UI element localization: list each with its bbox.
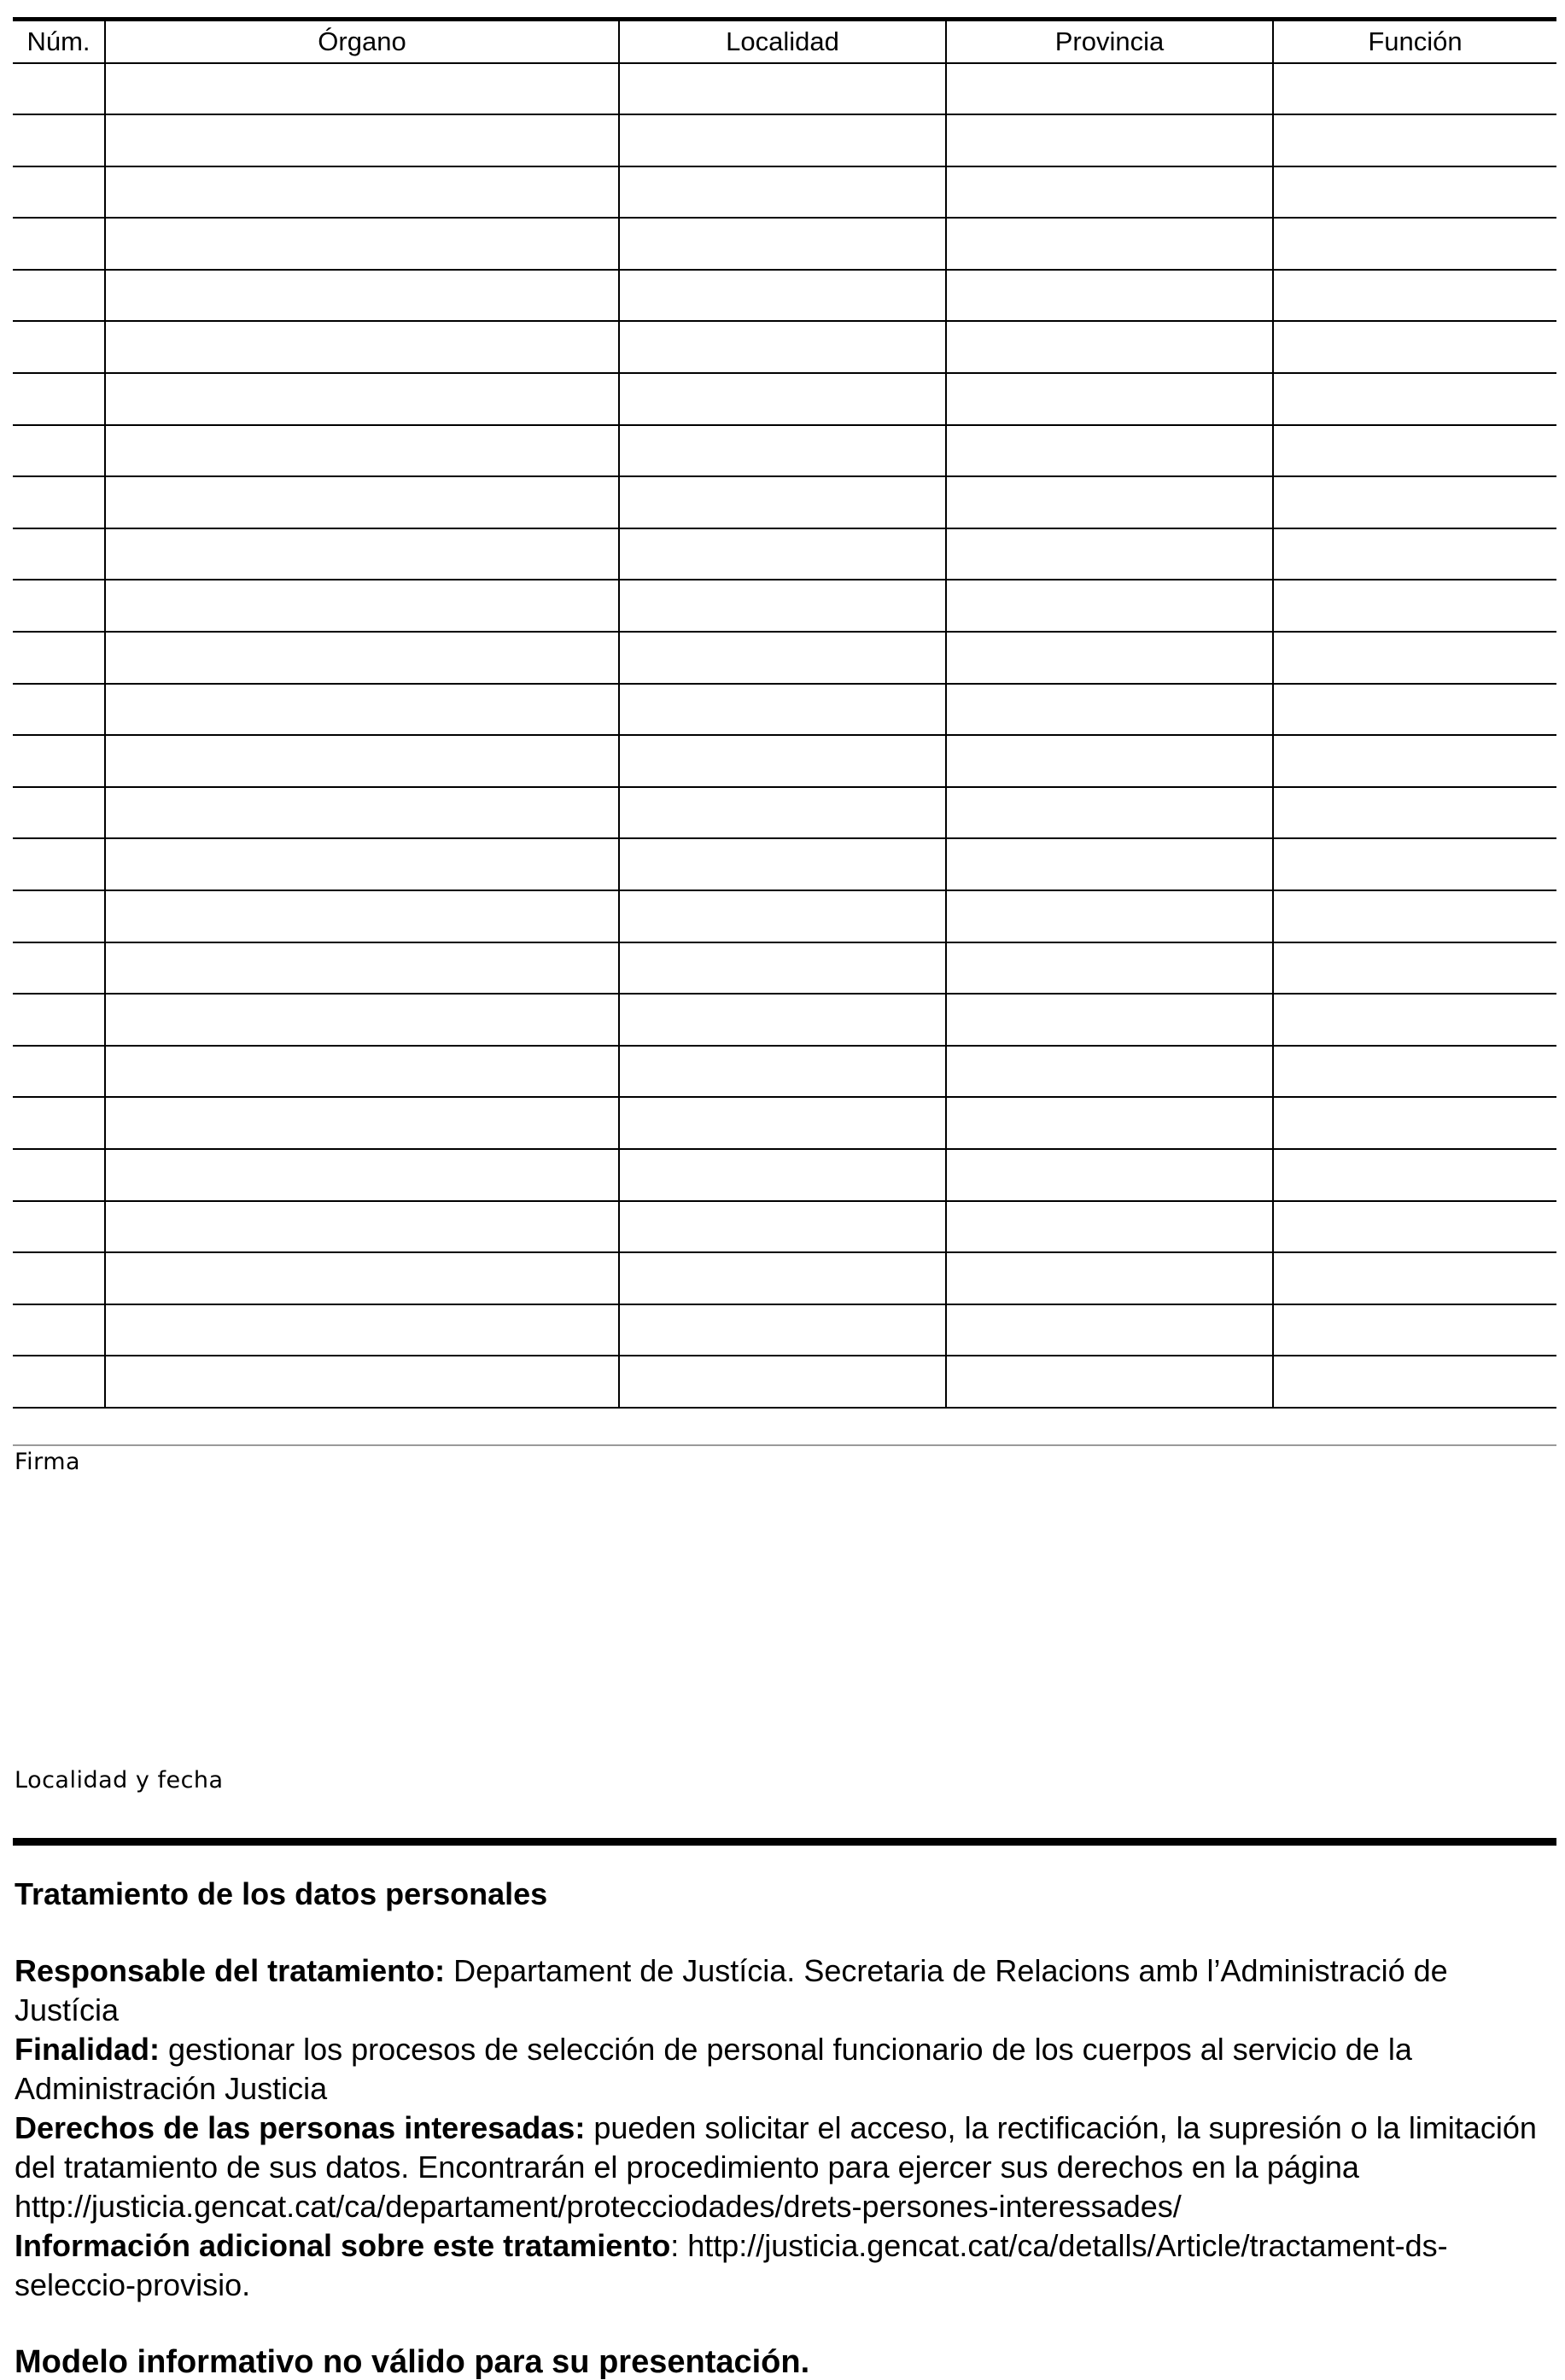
table-cell	[13, 1356, 105, 1408]
column-header-localidad: Localidad	[619, 20, 946, 63]
table-cell	[946, 528, 1273, 580]
table-cell	[1273, 632, 1556, 684]
table-cell	[1273, 890, 1556, 942]
table-cell	[1273, 373, 1556, 425]
signature-label: Firma	[15, 1449, 81, 1475]
table-row	[13, 476, 1556, 528]
table-cell	[13, 942, 105, 995]
table-cell	[1273, 1097, 1556, 1149]
table-cell	[1273, 218, 1556, 270]
table-cell	[13, 787, 105, 839]
table-row	[13, 787, 1556, 839]
responsable-label: Responsable del tratamiento:	[15, 1953, 446, 1988]
table-cell	[13, 838, 105, 890]
table-cell	[105, 1252, 619, 1304]
table-cell	[946, 890, 1273, 942]
table-cell	[619, 1304, 946, 1356]
table-row	[13, 270, 1556, 322]
table-cell	[619, 1356, 946, 1408]
table-cell	[1273, 321, 1556, 373]
table-cell	[619, 425, 946, 477]
table-cell	[13, 1201, 105, 1253]
table-cell	[105, 632, 619, 684]
table-cell	[105, 166, 619, 219]
table-cell	[946, 425, 1273, 477]
table-row	[13, 1201, 1556, 1253]
table-cell	[946, 632, 1273, 684]
column-header-num: Núm.	[13, 20, 105, 63]
table-cell	[1273, 580, 1556, 632]
table-row	[13, 580, 1556, 632]
table-cell	[1273, 1304, 1556, 1356]
table-cell	[619, 218, 946, 270]
table-cell	[105, 787, 619, 839]
table-cell	[946, 942, 1273, 995]
derechos-label: Derechos de las personas interesadas:	[15, 2110, 586, 2145]
table-cell	[13, 114, 105, 166]
table-row	[13, 1304, 1556, 1356]
table-cell	[13, 373, 105, 425]
derechos-text: pueden solicitar el acceso, la rectificación, la supresión o la limitación del tratamiento de sus datos. Encontrarán el procedimiento para ejercer sus derechos en la página http://justicia.gencat.cat/ca/departament/protecciodades/drets-persones-interessades/	[15, 2110, 1537, 2224]
table-cell	[946, 373, 1273, 425]
disclaimer-text: Modelo informativo no válido para su presentación.	[15, 2344, 810, 2380]
table-cell	[1273, 1046, 1556, 1098]
table-cell	[13, 632, 105, 684]
table-cell	[105, 218, 619, 270]
table-row	[13, 63, 1556, 115]
table-cell	[105, 1097, 619, 1149]
table-cell	[946, 735, 1273, 787]
table-cell	[619, 994, 946, 1046]
finalidad-label: Finalidad:	[15, 2032, 160, 2067]
table-cell	[619, 1097, 946, 1149]
table-cell	[13, 1252, 105, 1304]
table-cell	[1273, 270, 1556, 322]
table-cell	[105, 735, 619, 787]
table-row	[13, 942, 1556, 995]
table-row	[13, 1046, 1556, 1098]
table-cell	[1273, 166, 1556, 219]
table-cell	[946, 1252, 1273, 1304]
privacy-info	[15, 2226, 1551, 2305]
table-cell	[619, 1046, 946, 1098]
table-cell	[619, 890, 946, 942]
table-row	[13, 684, 1556, 736]
table-cell	[946, 476, 1273, 528]
table-cell	[946, 1149, 1273, 1201]
table-row	[13, 994, 1556, 1046]
table-cell	[619, 632, 946, 684]
table-cell	[105, 580, 619, 632]
table-row	[13, 838, 1556, 890]
table-row	[13, 114, 1556, 166]
table-cell	[1273, 1201, 1556, 1253]
table-cell	[13, 63, 105, 115]
table-cell	[619, 476, 946, 528]
table-cell	[105, 476, 619, 528]
privacy-derechos	[15, 2109, 1551, 2226]
section-divider	[13, 1838, 1556, 1846]
table-cell	[619, 684, 946, 736]
table-row	[13, 166, 1556, 219]
table-cell	[1273, 425, 1556, 477]
table-cell	[946, 63, 1273, 115]
table-cell	[105, 373, 619, 425]
table-cell	[105, 1201, 619, 1253]
table-cell	[13, 166, 105, 219]
table-body	[13, 63, 1556, 1408]
finalidad-text: gestionar los procesos de selección de personal funcionario de los cuerpos al servicio de la Administración Justicia	[15, 2032, 1412, 2106]
table-cell	[13, 425, 105, 477]
column-header-provincia: Provincia	[946, 20, 1273, 63]
table-cell	[946, 787, 1273, 839]
table-cell	[946, 994, 1273, 1046]
locality-date-label: Localidad y fecha	[15, 1767, 224, 1794]
table-cell	[946, 838, 1273, 890]
column-header-organo: Órgano	[105, 20, 619, 63]
table-row	[13, 1097, 1556, 1149]
privacy-responsable	[15, 1951, 1551, 2030]
table-cell	[13, 218, 105, 270]
table-cell	[105, 994, 619, 1046]
table-cell	[13, 1304, 105, 1356]
table-cell	[105, 63, 619, 115]
table-cell	[13, 476, 105, 528]
table-cell	[105, 1304, 619, 1356]
table-row	[13, 1356, 1556, 1408]
table-cell	[1273, 942, 1556, 995]
table-cell	[619, 735, 946, 787]
table-cell	[1273, 838, 1556, 890]
table-cell	[946, 166, 1273, 219]
table-cell	[1273, 994, 1556, 1046]
table-cell	[13, 735, 105, 787]
table-row	[13, 632, 1556, 684]
table-cell	[619, 1201, 946, 1253]
table-cell	[105, 684, 619, 736]
table-cell	[1273, 1252, 1556, 1304]
table-cell	[13, 1046, 105, 1098]
privacy-heading: Tratamiento de los datos personales	[15, 1876, 548, 1911]
table-row	[13, 425, 1556, 477]
column-header-funcion: Función	[1273, 20, 1556, 63]
table-cell	[1273, 1149, 1556, 1201]
table-cell	[619, 942, 946, 995]
table-cell	[946, 321, 1273, 373]
table-row	[13, 1149, 1556, 1201]
table-cell	[13, 890, 105, 942]
table-row	[13, 218, 1556, 270]
table-cell	[13, 1149, 105, 1201]
table-cell	[105, 114, 619, 166]
privacy-section	[15, 1875, 1551, 2305]
table-cell	[105, 1149, 619, 1201]
table-row	[13, 528, 1556, 580]
info-text: : http://justicia.gencat.cat/ca/detalls/Article/tractament-ds-seleccio-provisio.	[15, 2228, 1448, 2302]
table-cell	[1273, 63, 1556, 115]
table-row	[13, 373, 1556, 425]
table-cell	[946, 1046, 1273, 1098]
assignment-table	[13, 17, 1556, 1409]
table-cell	[619, 1149, 946, 1201]
table-cell	[946, 270, 1273, 322]
table-cell	[105, 1356, 619, 1408]
table-cell	[946, 218, 1273, 270]
table-cell	[1273, 114, 1556, 166]
table-cell	[1273, 735, 1556, 787]
table-cell	[619, 166, 946, 219]
table-cell	[619, 528, 946, 580]
table-cell	[13, 528, 105, 580]
table-cell	[13, 270, 105, 322]
table-cell	[105, 321, 619, 373]
signature-divider	[13, 1444, 1556, 1446]
table-cell	[105, 1046, 619, 1098]
table-cell	[1273, 787, 1556, 839]
table-cell	[946, 1201, 1273, 1253]
table-row	[13, 1252, 1556, 1304]
table-cell	[946, 1356, 1273, 1408]
table-cell	[105, 270, 619, 322]
table-cell	[946, 684, 1273, 736]
table-row	[13, 890, 1556, 942]
table-cell	[13, 1097, 105, 1149]
table-cell	[1273, 476, 1556, 528]
table-row	[13, 321, 1556, 373]
table-cell	[619, 321, 946, 373]
table-cell	[13, 994, 105, 1046]
table-cell	[1273, 1356, 1556, 1408]
table-header-row	[13, 20, 1556, 63]
table-cell	[1273, 684, 1556, 736]
table-cell	[619, 787, 946, 839]
table-cell	[946, 1097, 1273, 1149]
table-cell	[13, 580, 105, 632]
table-cell	[105, 890, 619, 942]
table-cell	[619, 270, 946, 322]
table-cell	[619, 373, 946, 425]
table-cell	[619, 580, 946, 632]
table-cell	[105, 942, 619, 995]
table-cell	[946, 580, 1273, 632]
table-cell	[619, 1252, 946, 1304]
table-cell	[13, 684, 105, 736]
table-cell	[13, 321, 105, 373]
table-cell	[105, 838, 619, 890]
table-cell	[946, 1304, 1273, 1356]
table-cell	[105, 528, 619, 580]
responsable-text: Departament de Justícia. Secretaria de Relacions amb l’Administració de Justícia	[15, 1953, 1448, 2027]
table-cell	[1273, 528, 1556, 580]
table-cell	[105, 425, 619, 477]
table-cell	[619, 114, 946, 166]
table-cell	[619, 838, 946, 890]
table-cell	[946, 114, 1273, 166]
table-row	[13, 735, 1556, 787]
info-label: Información adicional sobre este tratamiento	[15, 2228, 671, 2263]
privacy-finalidad	[15, 2030, 1551, 2109]
table-cell	[619, 63, 946, 115]
